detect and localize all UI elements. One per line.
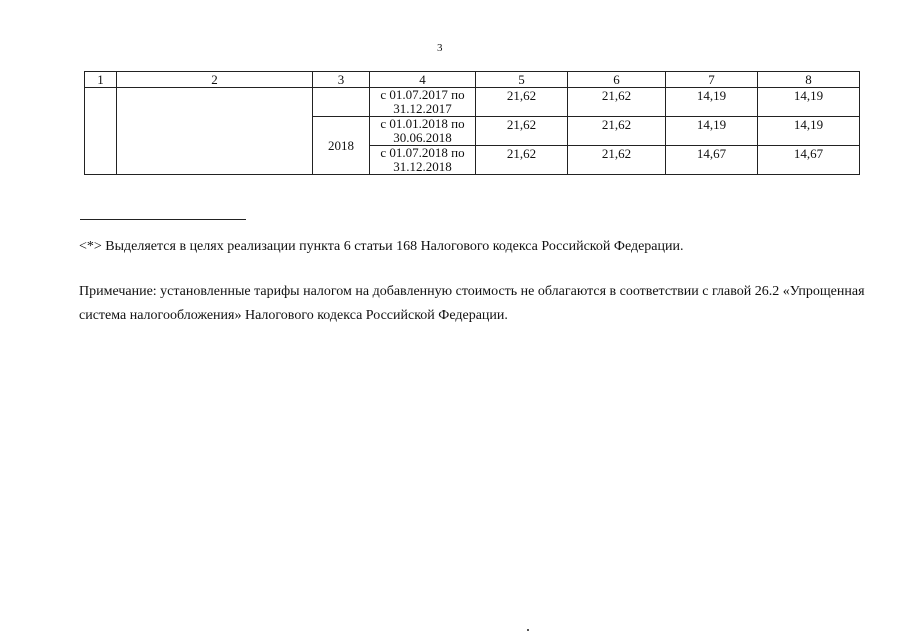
rate-cell: 14,19: [666, 88, 758, 117]
empty-cell: [313, 88, 370, 117]
period-from: с 01.01.2018 по: [380, 116, 465, 131]
column-header: 2: [117, 72, 313, 88]
period-to: 31.12.2018: [393, 159, 452, 174]
scan-speck: [527, 629, 529, 631]
column-header: 1: [85, 72, 117, 88]
table-row: [85, 88, 860, 117]
column-header: 3: [313, 72, 370, 88]
period-cell: [370, 88, 476, 117]
rate-cell: 21,62: [476, 146, 568, 175]
column-header: 5: [476, 72, 568, 88]
rate-cell: 21,62: [476, 88, 568, 117]
rate-cell: 21,62: [476, 117, 568, 146]
rate-cell: 14,67: [666, 146, 758, 175]
column-header: 7: [666, 72, 758, 88]
rate-cell: 14,67: [758, 146, 860, 175]
rate-cell: 14,19: [758, 117, 860, 146]
period-to: 30.06.2018: [393, 130, 452, 145]
page-number: 3: [437, 42, 443, 54]
rate-cell: 21,62: [568, 88, 666, 117]
period-from: с 01.07.2018 по: [380, 145, 465, 160]
empty-cell: [117, 88, 313, 175]
rate-cell: 21,62: [568, 117, 666, 146]
period-cell: [370, 117, 476, 146]
year-cell: 2018: [313, 117, 370, 175]
rate-cell: 14,19: [758, 88, 860, 117]
tariff-table: [84, 71, 860, 175]
column-header: 4: [370, 72, 476, 88]
footnote-divider: [80, 219, 246, 220]
footnote: <*> Выделяется в целях реализации пункта 6 статьи 168 Налогового кодекса Российской Федерации.: [79, 239, 684, 254]
column-header: 6: [568, 72, 666, 88]
table-header-row: [85, 72, 860, 88]
rate-cell: 21,62: [568, 146, 666, 175]
column-header: 8: [758, 72, 860, 88]
rate-cell: 14,19: [666, 117, 758, 146]
period-from: с 01.07.2017 по: [380, 87, 465, 102]
empty-cell: [85, 88, 117, 175]
period-to: 31.12.2017: [393, 101, 452, 116]
period-cell: [370, 146, 476, 175]
note-paragraph: Примечание: установленные тарифы налогом на добавленную стоимость не облагаются в соответствии с главой 26.2 «Упрощенная система налогообложения» Налогового кодекса Российской Федерации.: [79, 284, 865, 323]
